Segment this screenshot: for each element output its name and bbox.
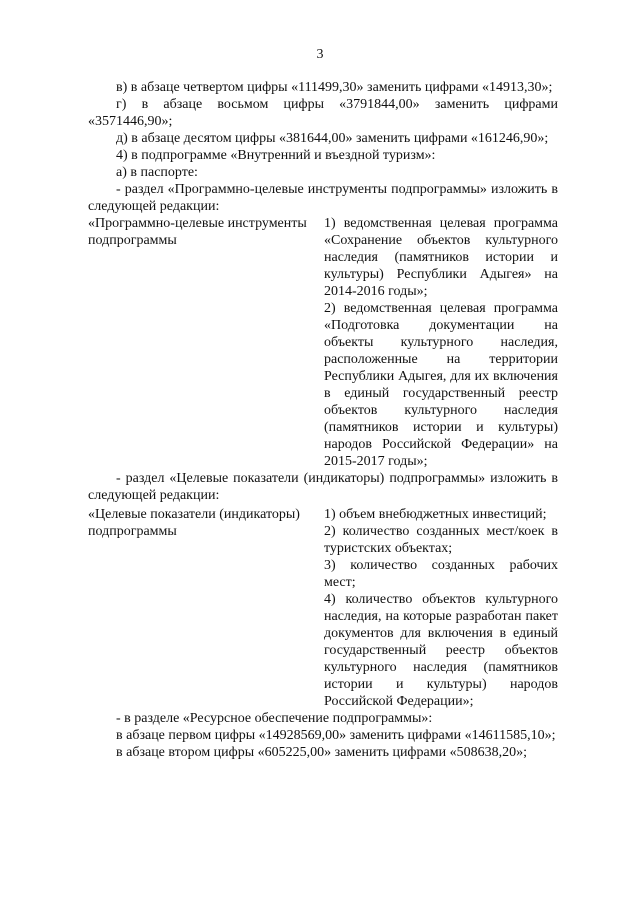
paragraph-resources-first: в абзаце первом цифры «14928569,00» заменить цифрами «14611585,10»;: [116, 728, 556, 743]
tools-items: [324, 215, 558, 470]
paragraph-resources: - в разделе «Ресурсное обеспечение подпрограммы»:: [116, 711, 433, 726]
paragraph-subprogram: 4) в подпрограмме «Внутренний и въездной туризм»:: [116, 148, 436, 163]
paragraph-resources-second: в абзаце втором цифры «605225,00» заменить цифрами «508638,20»;: [116, 745, 527, 760]
indicator-item: 4) количество объектов культурного наследия, на которые разработан пакет документов для включения в единый государственный реестр объектов культурного наследия (памятников истории и культуры) народов Российской Федерации»;: [324, 592, 558, 709]
tools-item: 2) ведомственная целевая программа «Подготовка документации на объекты культурного наследия, расположенные на территории Республики Адыгея, для их включения в единый государственный реестр объектов культурного наследия (памятников истории и культуры) народов Российской Федерации» на 2015-2017 годы»;: [324, 301, 558, 469]
paragraph-section-indicators: - раздел «Целевые показатели (индикаторы) подпрограммы» изложить в следующей редакции:: [88, 471, 558, 503]
indicators-items: [324, 506, 558, 710]
paragraph-g: г) в абзаце восьмом цифры «3791844,00» заменить цифрами «3571446,90»;: [88, 97, 558, 129]
tools-block: [88, 215, 558, 470]
tools-label: «Программно-целевые инструменты подпрограммы: [88, 216, 307, 248]
indicator-item: 3) количество созданных рабочих мест;: [324, 558, 558, 590]
paragraph-d: д) в абзаце десятом цифры «381644,00» заменить цифрами «161246,90»;: [116, 131, 549, 146]
indicator-item: 1) объем внебюджетных инвестиций;: [324, 507, 547, 522]
document-body: [88, 79, 558, 761]
page-number: 3: [316, 47, 324, 62]
indicator-item: 2) количество созданных мест/коек в туристских объектах;: [324, 524, 558, 556]
indicators-label: «Целевые показатели (индикаторы) подпрограммы: [88, 507, 300, 539]
indicators-block: [88, 506, 558, 710]
paragraph-v: в) в абзаце четвертом цифры «111499,30» заменить цифрами «14913,30»;: [116, 80, 553, 95]
paragraph-passport: а) в паспорте:: [116, 165, 198, 180]
tools-item: 1) ведомственная целевая программа «Сохранение объектов культурного наследия (памятников истории и культуры) Республики Адыгея» на 2014-2016 годы»;: [324, 216, 558, 299]
paragraph-section-tools: - раздел «Программно-целевые инструменты подпрограммы» изложить в следующей редакции:: [88, 182, 558, 214]
